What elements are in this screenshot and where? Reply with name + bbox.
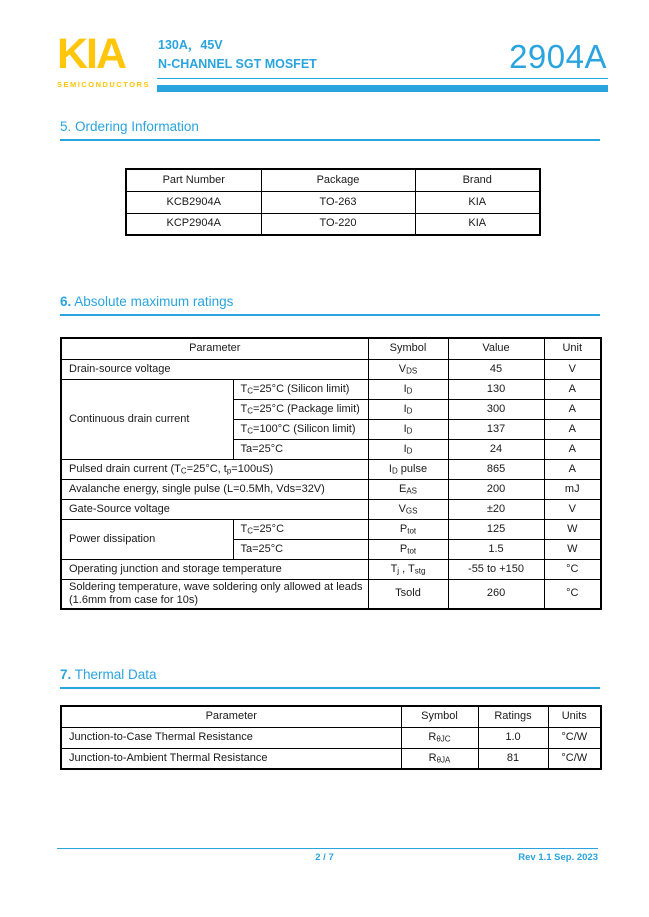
- thermal-cell-parameter: Junction-to-Ambient Thermal Resistance: [61, 748, 401, 769]
- section-title: Thermal Data: [74, 667, 157, 682]
- abs-cell-symbol: $V_{GS}$: [368, 499, 448, 519]
- abs-cell-condition: Ta=25°C: [233, 539, 368, 559]
- section-ordering-information: [60, 119, 600, 141]
- ordering-cell-part-number: KCB2904A: [126, 191, 261, 213]
- abs-cell-symbol: $I_D$: [368, 399, 448, 419]
- table-row: [61, 499, 601, 519]
- abs-cell-symbol: $I_D$: [368, 379, 448, 399]
- abs-cell-value: 300: [448, 399, 544, 419]
- abs-cell-value: 24: [448, 439, 544, 459]
- abs-cell-value: 125: [448, 519, 544, 539]
- abs-cell-parameter-group: Power dissipation: [61, 519, 233, 559]
- part-number-title: 2904A: [509, 38, 607, 75]
- table-row: [61, 379, 601, 399]
- thermal-header-parameter: Parameter: [61, 706, 401, 727]
- abs-cell-condition: $T_C=25^\circ C$: [233, 519, 368, 539]
- abs-cell-unit: mJ: [544, 479, 601, 499]
- revision-label: Rev 1.1 Sep. 2023: [518, 852, 598, 863]
- abs-cell-parameter: Soldering temperature, wave soldering only allowed at leads (1.6mm from case for 10s): [61, 579, 368, 609]
- abs-cell-symbol: $I_D$: [368, 419, 448, 439]
- section-thermal-data: [60, 667, 600, 689]
- table-row: [126, 191, 540, 213]
- abs-cell-value: 260: [448, 579, 544, 609]
- ordering-header-package: Package: [261, 169, 415, 191]
- section-ordering-heading: [60, 119, 600, 141]
- abs-header-value: Value: [448, 338, 544, 359]
- thermal-cell-symbol: $R_{\theta JA}$: [401, 748, 478, 769]
- brand-logo: [57, 30, 150, 89]
- abs-cell-unit: V: [544, 359, 601, 379]
- abs-cell-value: 45: [448, 359, 544, 379]
- section-title: Absolute maximum ratings: [74, 294, 234, 309]
- abs-cell-condition: $T_C=25^\circ C$ (Silicon limit): [233, 379, 368, 399]
- abs-cell-condition: $T_C=100^\circ C$ (Silicon limit): [233, 419, 368, 439]
- abs-cell-symbol: Tsold: [368, 579, 448, 609]
- abs-cell-unit: °C: [544, 579, 601, 609]
- abs-cell-symbol: $I_D$ pulse: [368, 459, 448, 479]
- abs-cell-symbol: $P_{tot}$: [368, 539, 448, 559]
- abs-cell-symbol: $T_j$ , $T_{stg}$: [368, 559, 448, 579]
- product-tagline: [158, 36, 317, 74]
- table-row: [61, 579, 601, 609]
- abs-cell-unit: W: [544, 519, 601, 539]
- table-row: [61, 559, 601, 579]
- thermal-cell-symbol: $R_{\theta JC}$: [401, 727, 478, 748]
- tagline-type: N-CHANNEL SGT MOSFET: [158, 57, 317, 71]
- ordering-cell-package: TO-263: [261, 191, 415, 213]
- abs-cell-unit: A: [544, 459, 601, 479]
- table-row: [61, 748, 601, 769]
- table-row: [61, 479, 601, 499]
- ordering-cell-package: TO-220: [261, 213, 415, 235]
- abs-cell-unit: A: [544, 419, 601, 439]
- ordering-table: [125, 168, 541, 236]
- abs-header-unit: Unit: [544, 338, 601, 359]
- table-header-row: [61, 338, 601, 359]
- abs-cell-parameter: Avalanche energy, single pulse (L=0.5Mh, Vds=32V): [61, 479, 368, 499]
- abs-cell-symbol: $E_{AS}$: [368, 479, 448, 499]
- section-number: 5.: [60, 119, 72, 134]
- thermal-cell-units: °C/W: [548, 748, 601, 769]
- abs-cell-condition: Ta=25°C: [233, 439, 368, 459]
- abs-cell-unit: °C: [544, 559, 601, 579]
- abs-cell-unit: A: [544, 379, 601, 399]
- abs-header-parameter: Parameter: [61, 338, 368, 359]
- table-header-row: [126, 169, 540, 191]
- abs-cell-value: 865: [448, 459, 544, 479]
- header-rule-thin: [157, 78, 608, 79]
- thermal-cell-parameter: Junction-to-Case Thermal Resistance: [61, 727, 401, 748]
- footer-rule: [57, 848, 598, 849]
- abs-cell-symbol: $V_{DS}$: [368, 359, 448, 379]
- abs-cell-parameter: Pulsed drain current ($T_C=25^\circ C$, $t_p=100uS$): [61, 459, 368, 479]
- table-row: [61, 359, 601, 379]
- brand-name: KIA: [57, 30, 126, 78]
- thermal-header-symbol: Symbol: [401, 706, 478, 727]
- ordering-header-brand: Brand: [415, 169, 540, 191]
- page-number: 2 / 7: [315, 852, 334, 863]
- abs-cell-symbol: $P_{tot}$: [368, 519, 448, 539]
- thermal-header-units: Units: [548, 706, 601, 727]
- abs-header-symbol: Symbol: [368, 338, 448, 359]
- abs-cell-value: 130: [448, 379, 544, 399]
- ordering-cell-brand: KIA: [415, 213, 540, 235]
- abs-cell-symbol: $I_D$: [368, 439, 448, 459]
- abs-cell-value: -55 to +150: [448, 559, 544, 579]
- section-thermal-heading: [60, 667, 600, 689]
- tagline-rating: 130A，45V: [158, 38, 223, 52]
- section-abs-heading: [60, 294, 600, 316]
- table-row: [61, 519, 601, 539]
- abs-cell-parameter: Operating junction and storage temperature: [61, 559, 368, 579]
- abs-cell-value: 137: [448, 419, 544, 439]
- thermal-cell-units: °C/W: [548, 727, 601, 748]
- abs-cell-value: 200: [448, 479, 544, 499]
- section-title: Ordering Information: [75, 119, 199, 134]
- abs-cell-parameter: Drain-source voltage: [61, 359, 368, 379]
- thermal-data-table: [60, 705, 602, 770]
- table-header-row: [61, 706, 601, 727]
- abs-cell-value: 1.5: [448, 539, 544, 559]
- abs-cell-unit: V: [544, 499, 601, 519]
- abs-cell-unit: A: [544, 399, 601, 419]
- abs-cell-unit: A: [544, 439, 601, 459]
- thermal-cell-ratings: 81: [478, 748, 548, 769]
- abs-cell-unit: W: [544, 539, 601, 559]
- thermal-header-ratings: Ratings: [478, 706, 548, 727]
- section-number: 7.: [60, 667, 72, 682]
- brand-subtitle: SEMICONDUCTORS: [57, 80, 150, 89]
- header-rule-thick: [157, 85, 608, 92]
- ordering-cell-brand: KIA: [415, 191, 540, 213]
- section-number: 6.: [60, 294, 72, 309]
- absolute-maximum-ratings-table: [60, 337, 602, 610]
- table-row: [61, 727, 601, 748]
- table-row: [126, 213, 540, 235]
- section-absolute-maximum-ratings: [60, 294, 600, 316]
- thermal-cell-ratings: 1.0: [478, 727, 548, 748]
- table-row: [61, 459, 601, 479]
- ordering-header-part-number: Part Number: [126, 169, 261, 191]
- abs-cell-value: ±20: [448, 499, 544, 519]
- abs-cell-parameter-group: Continuous drain current: [61, 379, 233, 459]
- abs-cell-condition: $T_C=25^\circ C$ (Package limit): [233, 399, 368, 419]
- abs-cell-parameter: Gate-Source voltage: [61, 499, 368, 519]
- ordering-cell-part-number: KCP2904A: [126, 213, 261, 235]
